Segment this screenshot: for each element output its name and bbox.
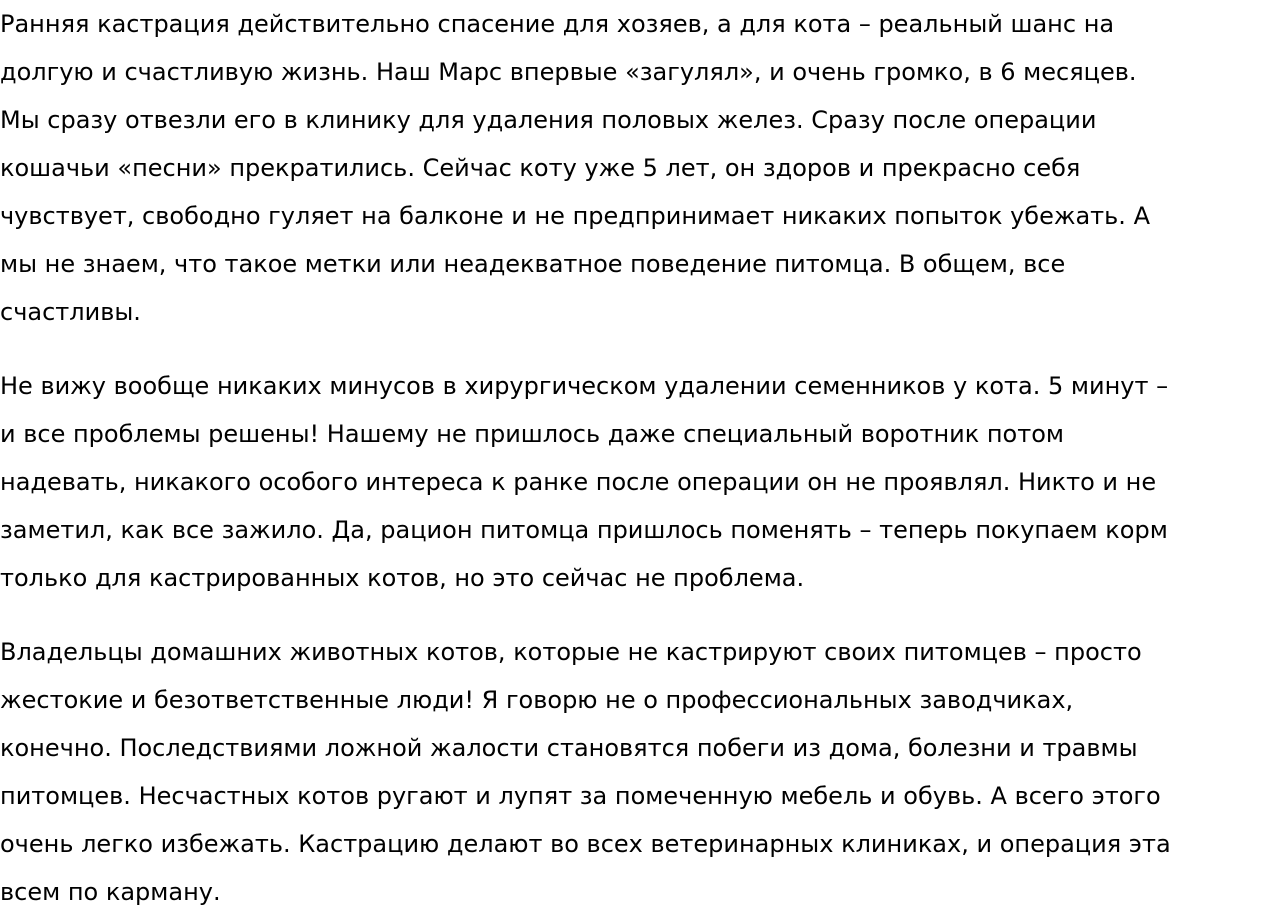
text-line: чувствует, свободно гуляет на балконе и не предпринимает никаких попыток убежать. А <box>0 202 1150 230</box>
text-line: конечно. Последствиями ложной жалости становятся побеги из дома, болезни и травмы <box>0 734 1138 762</box>
text-line: Владельцы домашних животных котов, которые не кастрируют своих питомцев – просто <box>0 638 1142 666</box>
text-line: питомцев. Несчастных котов ругают и лупят за помеченную мебель и обувь. А всего этого <box>0 782 1161 810</box>
paragraph <box>0 362 1270 602</box>
text-line: всем по карману. <box>0 878 221 906</box>
text-line: и все проблемы решены! Нашему не пришлось даже специальный воротник потом <box>0 420 1065 448</box>
text-line: очень легко избежать. Кастрацию делают во всех ветеринарных клиниках, и операция эта <box>0 830 1171 858</box>
text-line: счастливы. <box>0 298 141 326</box>
text-line: заметил, как все зажило. Да, рацион питомца пришлось поменять – теперь покупаем корм <box>0 516 1168 544</box>
text-line: надевать, никакого особого интереса к ранке после операции он не проявлял. Никто и не <box>0 468 1157 496</box>
text-line: долгую и счастливую жизнь. Наш Марс впервые «загулял», и очень громко, в 6 месяцев. <box>0 58 1137 86</box>
text-line: только для кастрированных котов, но это сейчас не проблема. <box>0 564 805 592</box>
text-line: Не вижу вообще никаких минусов в хирургическом удалении семенников у кота. 5 минут – <box>0 372 1169 400</box>
text-line: Ранняя кастрация действительно спасение для хозяев, а для кота – реальный шанс на <box>0 10 1115 38</box>
text-line: мы не знаем, что такое метки или неадекватное поведение питомца. В общем, все <box>0 250 1066 278</box>
paragraph <box>0 0 1270 336</box>
text-line: кошачьи «песни» прекратились. Сейчас коту уже 5 лет, он здоров и прекрасно себя <box>0 154 1081 182</box>
text-line: жестокие и безответственные люди! Я говорю не о профессиональных заводчиках, <box>0 686 1074 714</box>
paragraph <box>0 628 1270 916</box>
text-line: Мы сразу отвезли его в клинику для удаления половых желез. Сразу после операции <box>0 106 1097 134</box>
